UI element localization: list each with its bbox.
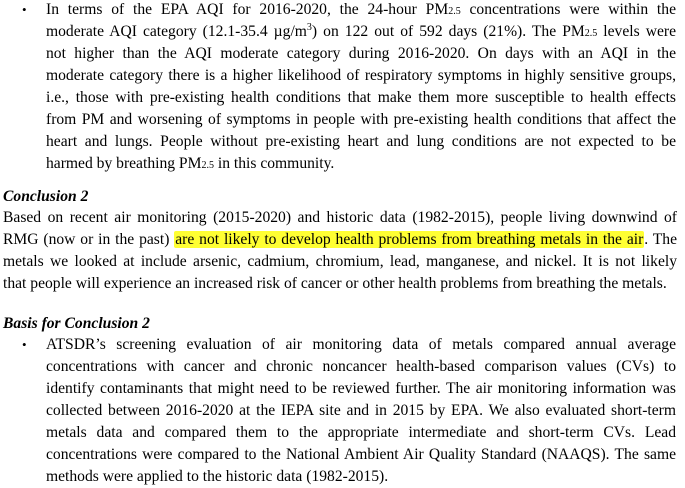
- basis-conclusion-2-heading: Basis for Conclusion 2: [3, 315, 150, 332]
- text-line: methods were applied to the historic data (1982-2015).: [46, 468, 389, 485]
- text-line: heart and lungs. People without pre-existing heart and lung conditions are not expected to be: [46, 133, 676, 150]
- text-line: i.e., those with pre-existing health conditions that make them more susceptible to health effects: [46, 89, 676, 106]
- text-line: that people will experience an increased risk of cancer or other health problems from breathing the metals.: [3, 275, 667, 292]
- text-line: identify contaminants that might need to be reviewed further. The air monitoring information was: [46, 380, 676, 397]
- text-line: concentrations were compared to the National Ambient Air Quality Standard (NAAQS). The same: [46, 446, 676, 463]
- text-line: metals data and compared them to the appropriate intermediate and short-term CVs. Lead: [46, 424, 676, 441]
- text-line: metals we looked at include arsenic, cadmium, chromium, lead, manganese, and nickel. It is not likely: [3, 253, 677, 270]
- text-line: moderate category there is a higher likelihood of respiratory symptoms in highly sensitive groups,: [46, 67, 676, 84]
- text-line: collected between 2016-2020 at the IEPA site and in 2015 by EPA. We also evaluated short-term: [46, 402, 676, 419]
- bullet-atsdr-paragraph: [22, 334, 677, 484]
- text-line: not higher than the AQI moderate category during 2016-2020. On days with an AQI in the: [46, 45, 676, 62]
- text-line: ATSDR’s screening evaluation of air monitoring data of metals compared annual average: [46, 336, 676, 353]
- highlighted-text: are not likely to develop health problems from breathing metals in the air: [175, 231, 644, 248]
- text-line: concentrations with cancer and chronic noncancer health-based comparison values (CVs) to: [46, 358, 676, 375]
- bullet-glyph: •: [22, 2, 27, 17]
- text-line: RMG (now or in the past) are not likely to develop health problems from breathing metals in the air. The: [3, 231, 677, 248]
- text-line: Based on recent air monitoring (2015-2020) and historic data (1982-2015), people living downwind of: [3, 209, 677, 226]
- text-line: moderate AQI category (12.1-35.4 $\mu g/m^3$) on 122 out of 592 days (21%). The PM2.5 levels were: [46, 21, 676, 40]
- text-line: from PM and worsening of symptoms in people with pre-existing health conditions that affect the: [46, 111, 676, 128]
- bullet-aqi-paragraph: [22, 0, 677, 176]
- text-line: In terms of the EPA AQI for 2016-2020, the 24-hour PM2.5 concentrations were within the: [46, 1, 676, 18]
- bullet-glyph: •: [22, 337, 27, 352]
- text-line: harmed by breathing PM2.5 in this community.: [46, 155, 335, 172]
- conclusion-2-heading: Conclusion 2: [3, 188, 89, 205]
